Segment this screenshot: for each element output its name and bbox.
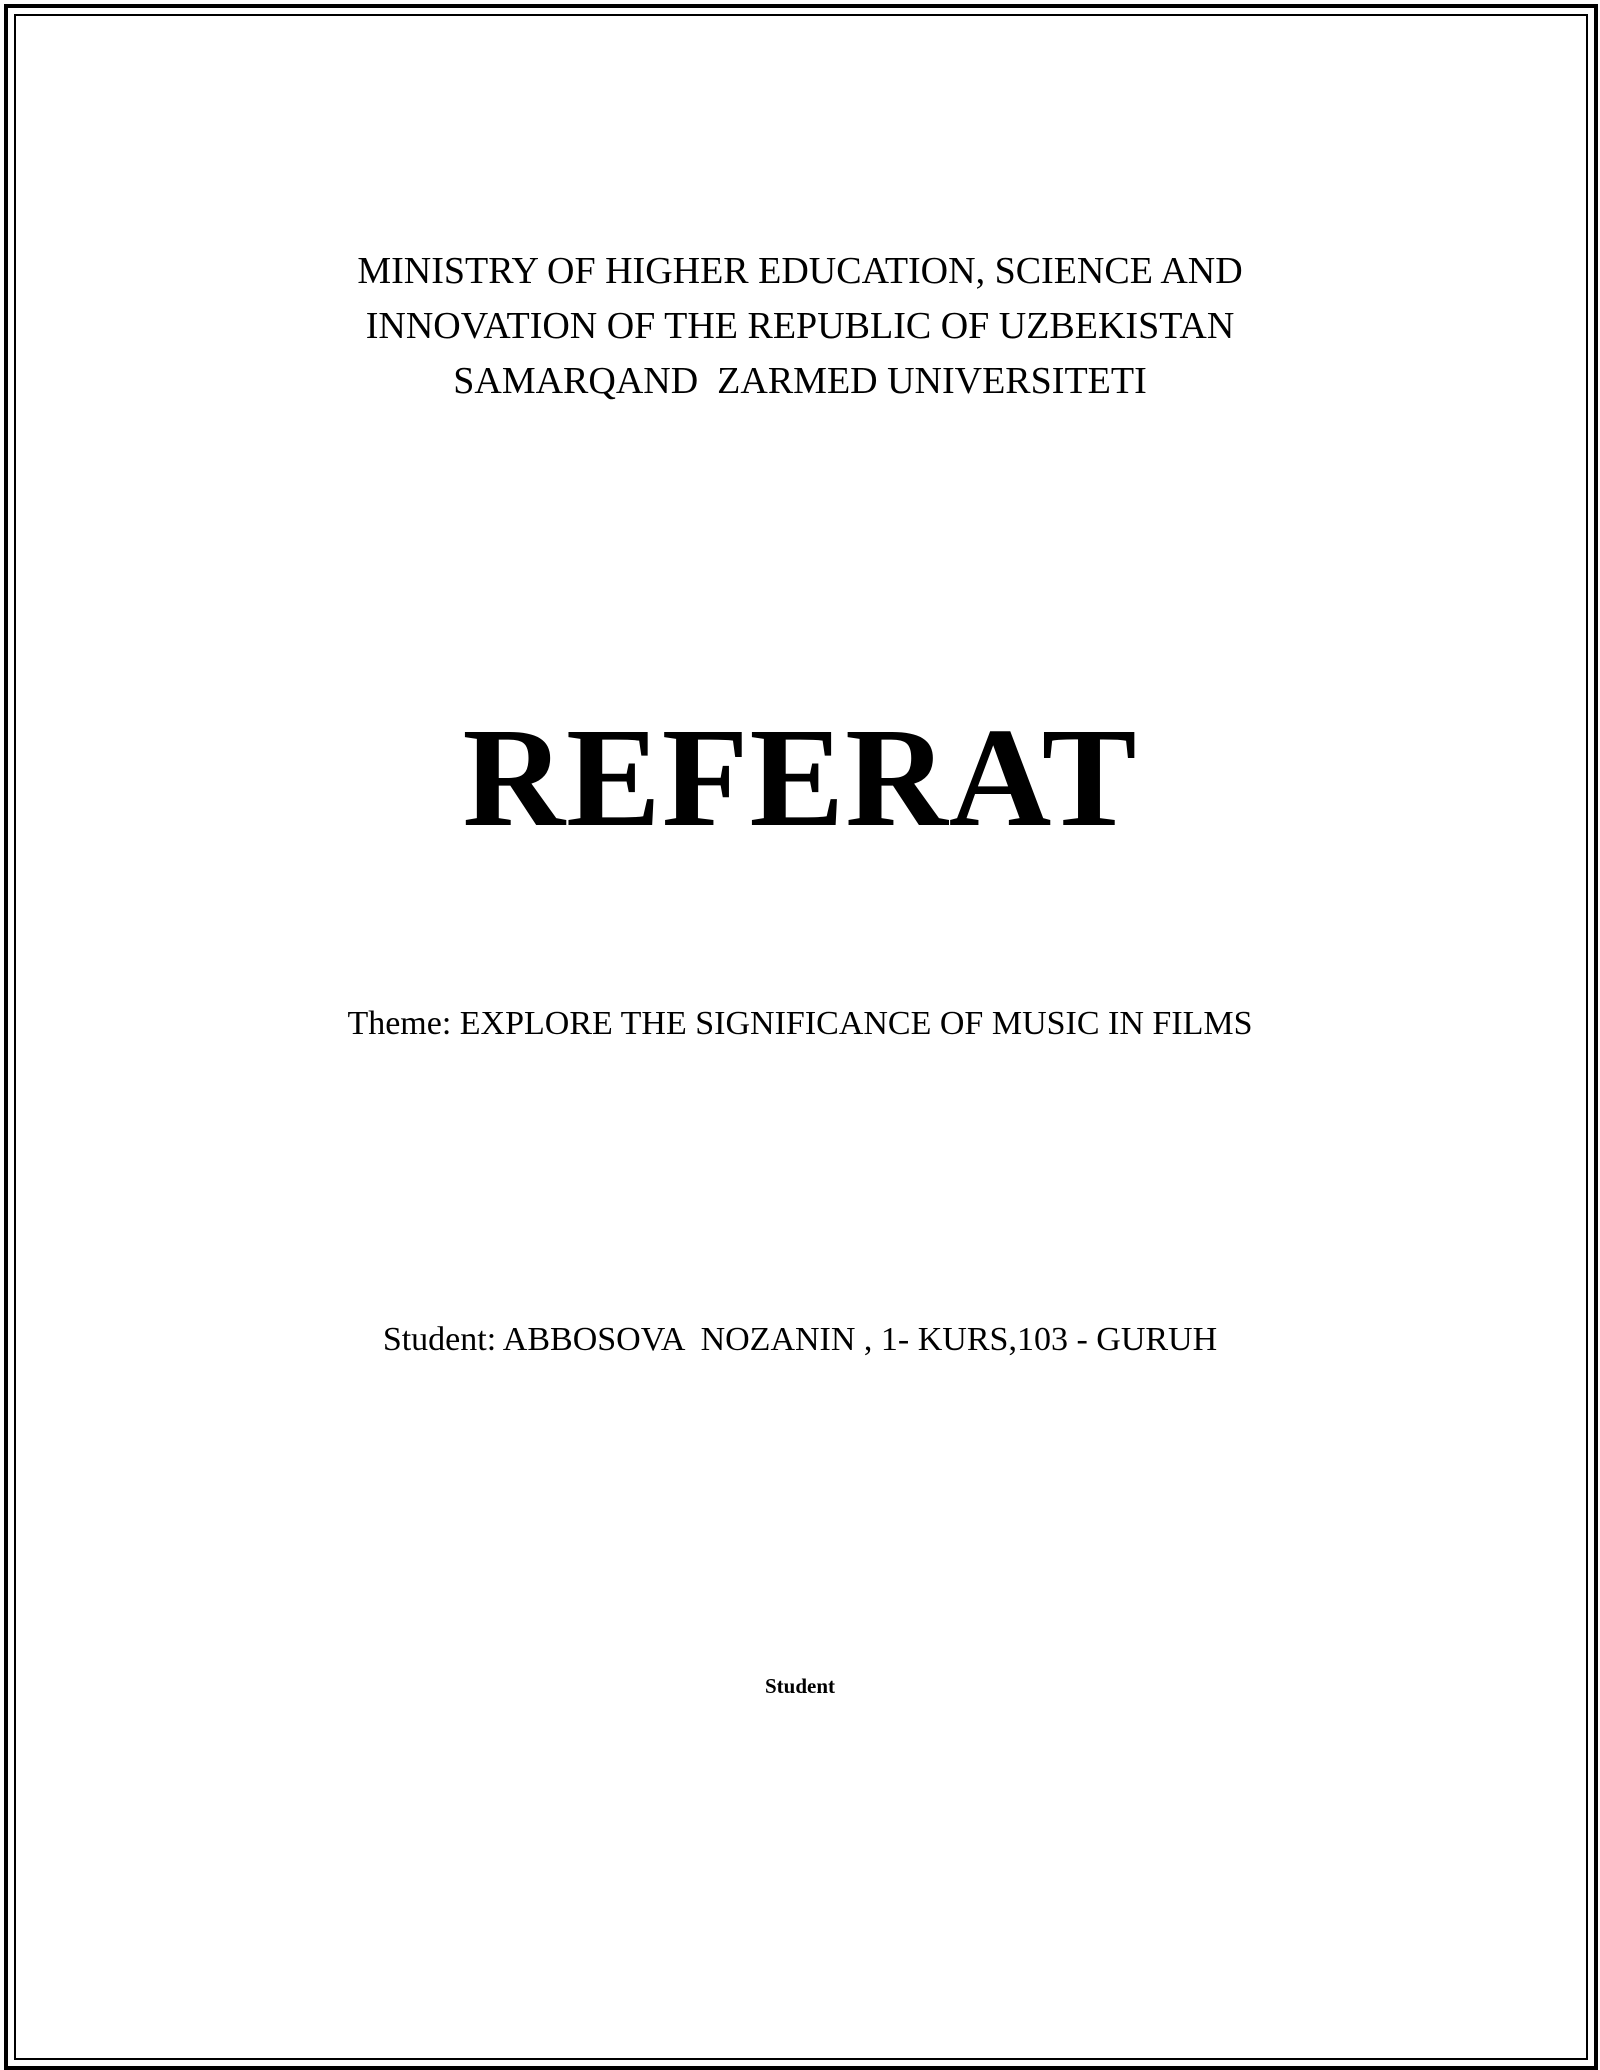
header-line-university: SAMARQAND ZARMED UNIVERSITETI xyxy=(453,360,1147,402)
institution-header xyxy=(0,244,1600,409)
theme-line: Theme: EXPLORE THE SIGNIFICANCE OF MUSIC IN FILMS xyxy=(347,1005,1253,1042)
header-line-republic: INNOVATION OF THE REPUBLIC OF UZBEKISTAN xyxy=(365,305,1235,347)
footer-student-label: Student xyxy=(764,1674,836,1698)
header-line-ministry: MINISTRY OF HIGHER EDUCATION, SCIENCE AND xyxy=(357,250,1243,292)
document-title: REFERAT xyxy=(462,698,1138,856)
student-info-line: Student: ABBOSOVA NOZANIN , 1- KURS,103 - GURUH xyxy=(382,1321,1218,1358)
